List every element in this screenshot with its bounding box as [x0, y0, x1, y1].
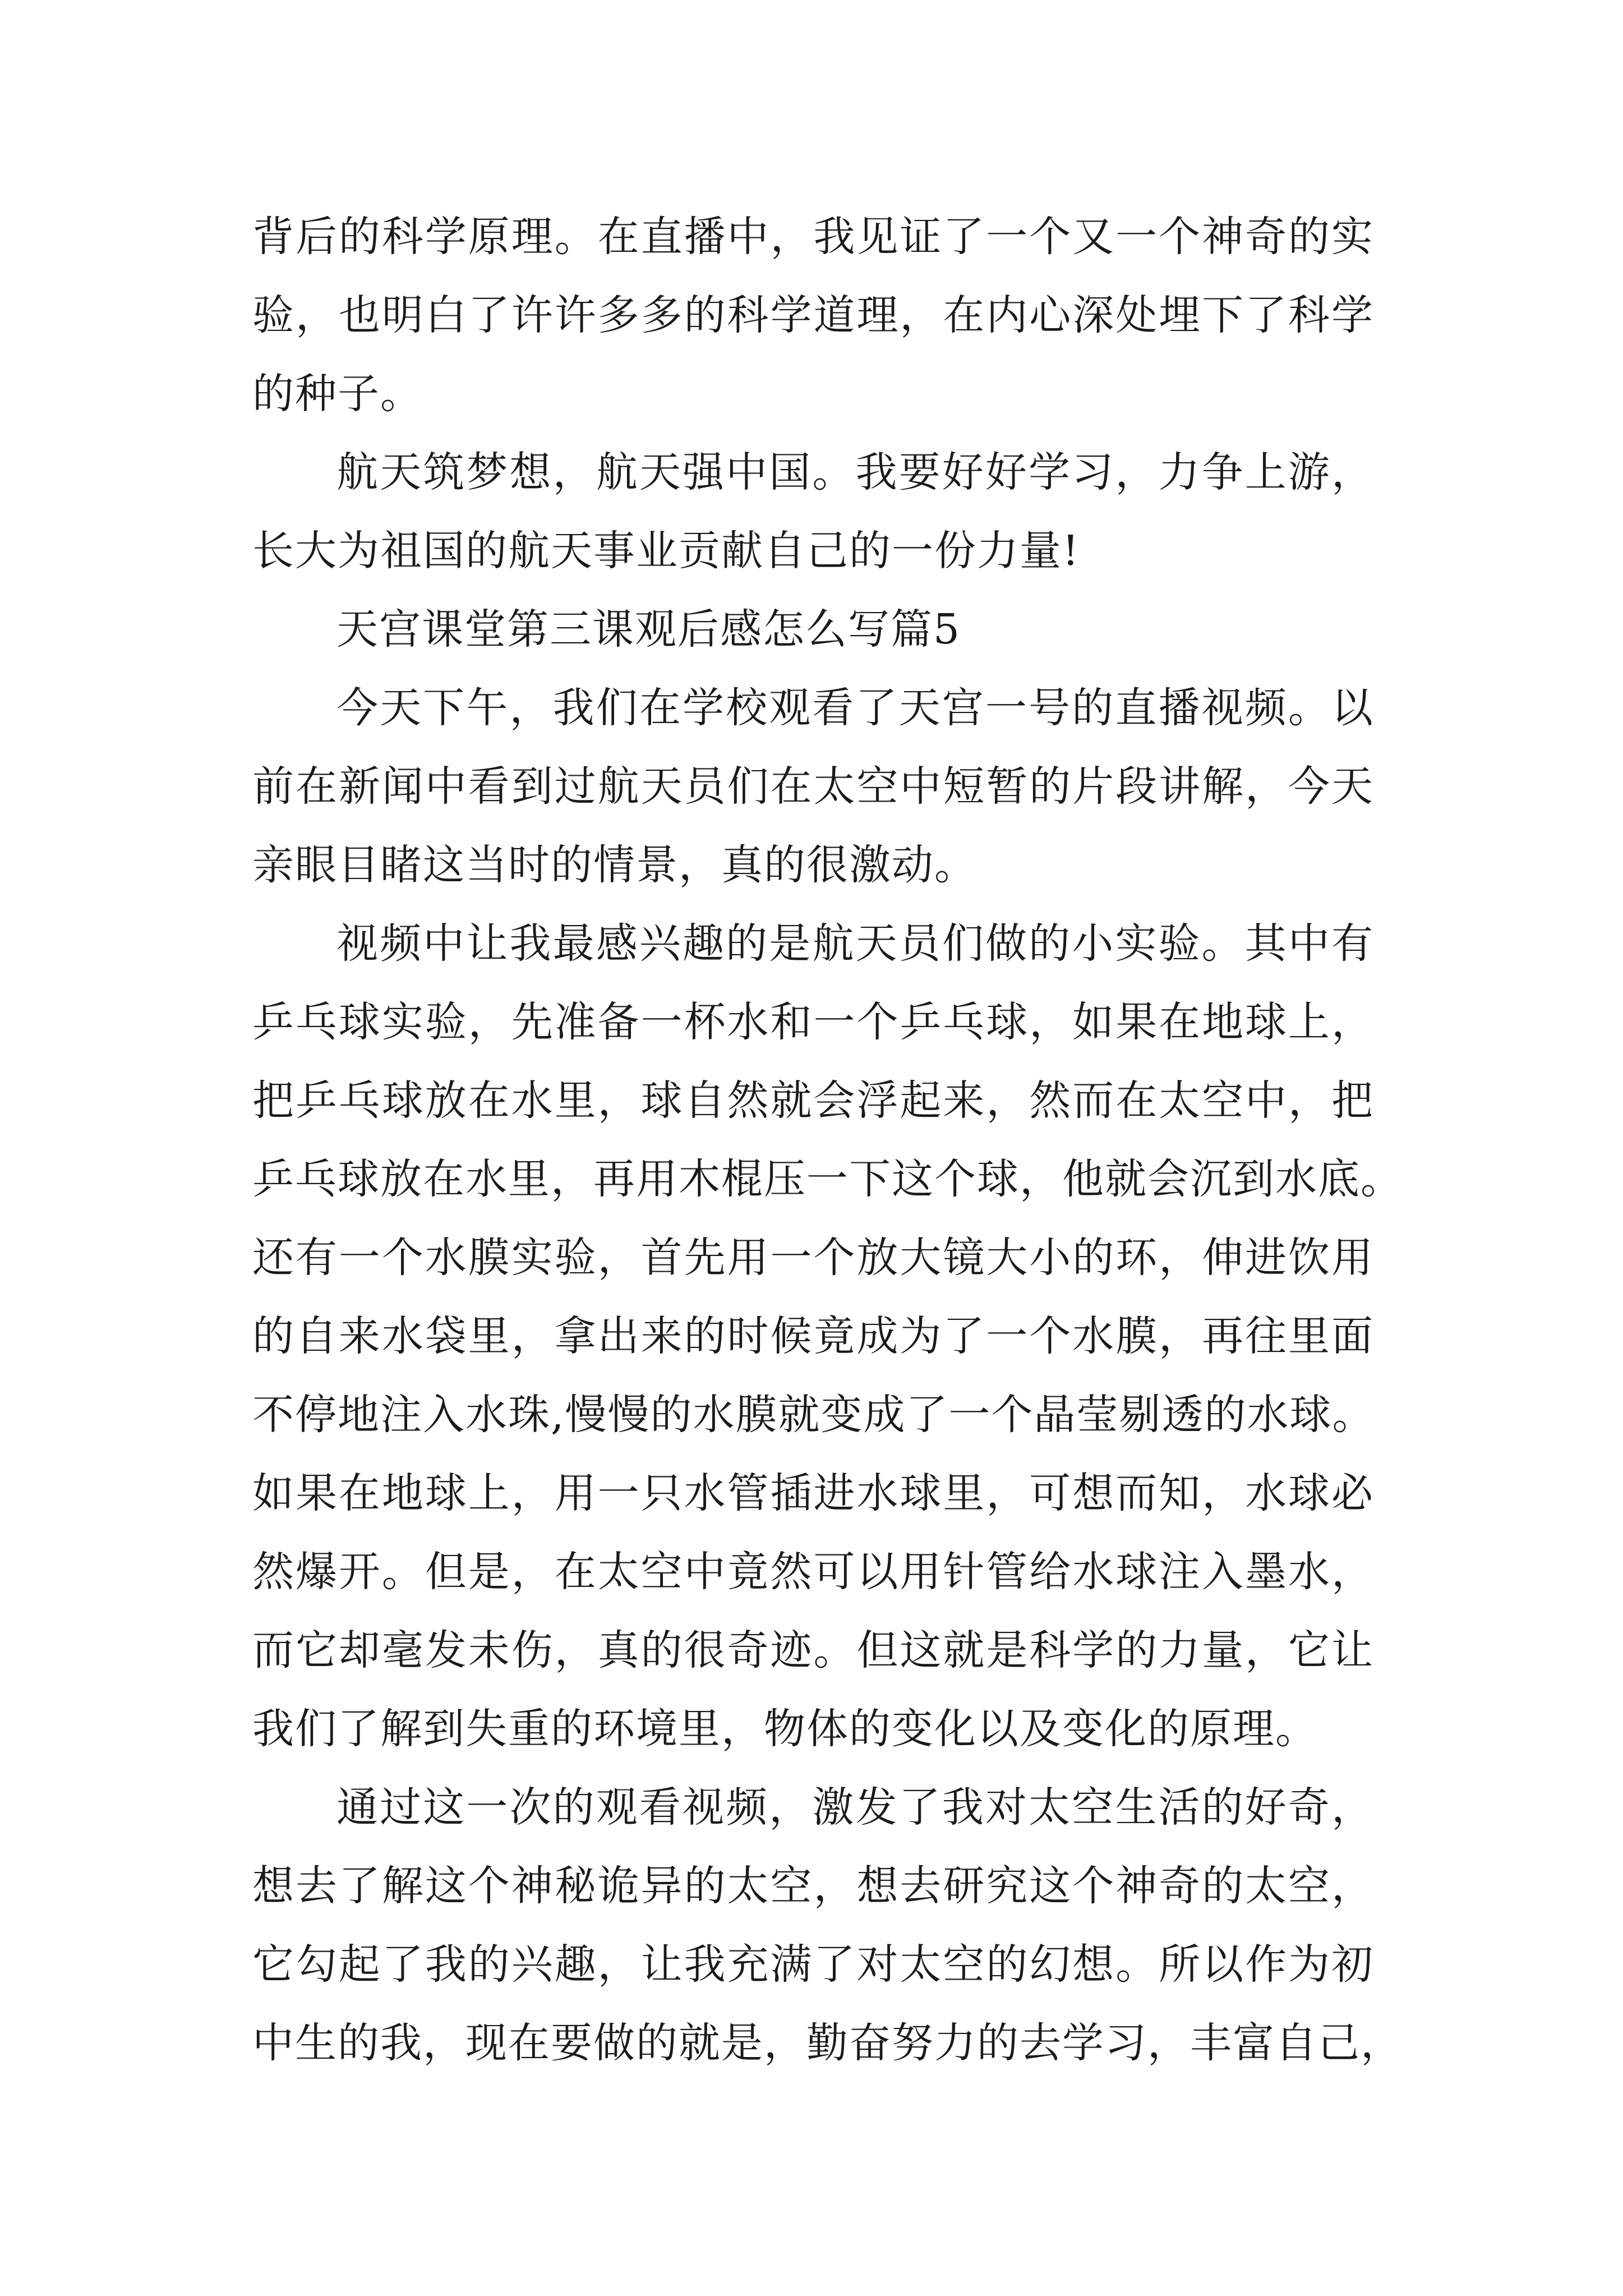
- text-line: 不停地注入水珠,慢慢的水膜就变成了一个晶莹剔透的水球。: [252, 1391, 1375, 1439]
- document-body: [252, 197, 1403, 2082]
- section-heading-block: [252, 590, 1374, 669]
- text-line: 背后的科学原理。在直播中，我见证了一个又一个神奇的实: [252, 213, 1374, 261]
- text-line: 通过这一次的观看视频，激发了我对太空生活的好奇，: [336, 1783, 1374, 1832]
- text-line: 我们了解到失重的环境里，物体的变化以及变化的原理。: [252, 1705, 1318, 1753]
- text-line: 亲眼目睹这当时的情景，真的很激动。: [252, 841, 977, 889]
- section-heading: 天宫课堂第三课观后感怎么写篇5: [336, 605, 961, 654]
- paragraph-1: [252, 197, 1374, 433]
- paragraph-5: [252, 1768, 1403, 2082]
- paragraph-4: [252, 904, 1403, 1768]
- text-line: 它勾起了我的兴趣，让我充满了对太空的幻想。所以作为初: [252, 1940, 1374, 1989]
- text-line: 今天下午，我们在学校观看了天宫一号的直播视频。以: [336, 684, 1374, 732]
- text-line: 把乒乓球放在水里，球自然就会浮起来，然而在太空中，把: [252, 1076, 1374, 1125]
- text-line: 长大为祖国的航天事业贡献自己的一份力量!: [252, 527, 1080, 575]
- text-line: 还有一个水膜实验，首先用一个放大镜大小的环，伸进饮用: [252, 1234, 1374, 1282]
- text-line: 如果在地球上，用一只水管插进水球里，可想而知，水球必: [252, 1469, 1374, 1517]
- text-line: 而它却毫发未伤，真的很奇迹。但这就是科学的力量，它让: [252, 1626, 1374, 1674]
- text-line: 视频中让我最感兴趣的是航天员们做的小实验。其中有: [336, 919, 1374, 968]
- text-line: 想去了解这个神秘诡异的太空，想去研究这个神奇的太空，: [252, 1862, 1374, 1910]
- text-line: 乒乓球放在水里，再用木棍压一下这个球，他就会沉到水底。: [252, 1155, 1403, 1203]
- text-line: 然爆开。但是，在太空中竟然可以用针管给水球注入墨水，: [252, 1548, 1374, 1596]
- paragraph-2: [252, 433, 1374, 590]
- text-line: 航天筑梦想，航天强中国。我要好好学习，力争上游，: [336, 448, 1374, 496]
- text-line: 前在新闻中看到过航天员们在太空中短暂的片段讲解，今天: [252, 762, 1374, 811]
- text-line: 验，也明白了许许多多的科学道理，在内心深处埋下了科学: [252, 291, 1374, 339]
- paragraph-3: [252, 669, 1374, 904]
- text-line: 乒乓球实验，先准备一杯水和一个乒乓球，如果在地球上，: [252, 998, 1374, 1046]
- text-line: 中生的我，现在要做的就是，勤奋努力的去学习，丰富自己，: [252, 2019, 1403, 2067]
- text-line: 的种子。: [252, 370, 423, 418]
- text-line: 的自来水袋里，拿出来的时候竟成为了一个水膜，再往里面: [252, 1312, 1374, 1360]
